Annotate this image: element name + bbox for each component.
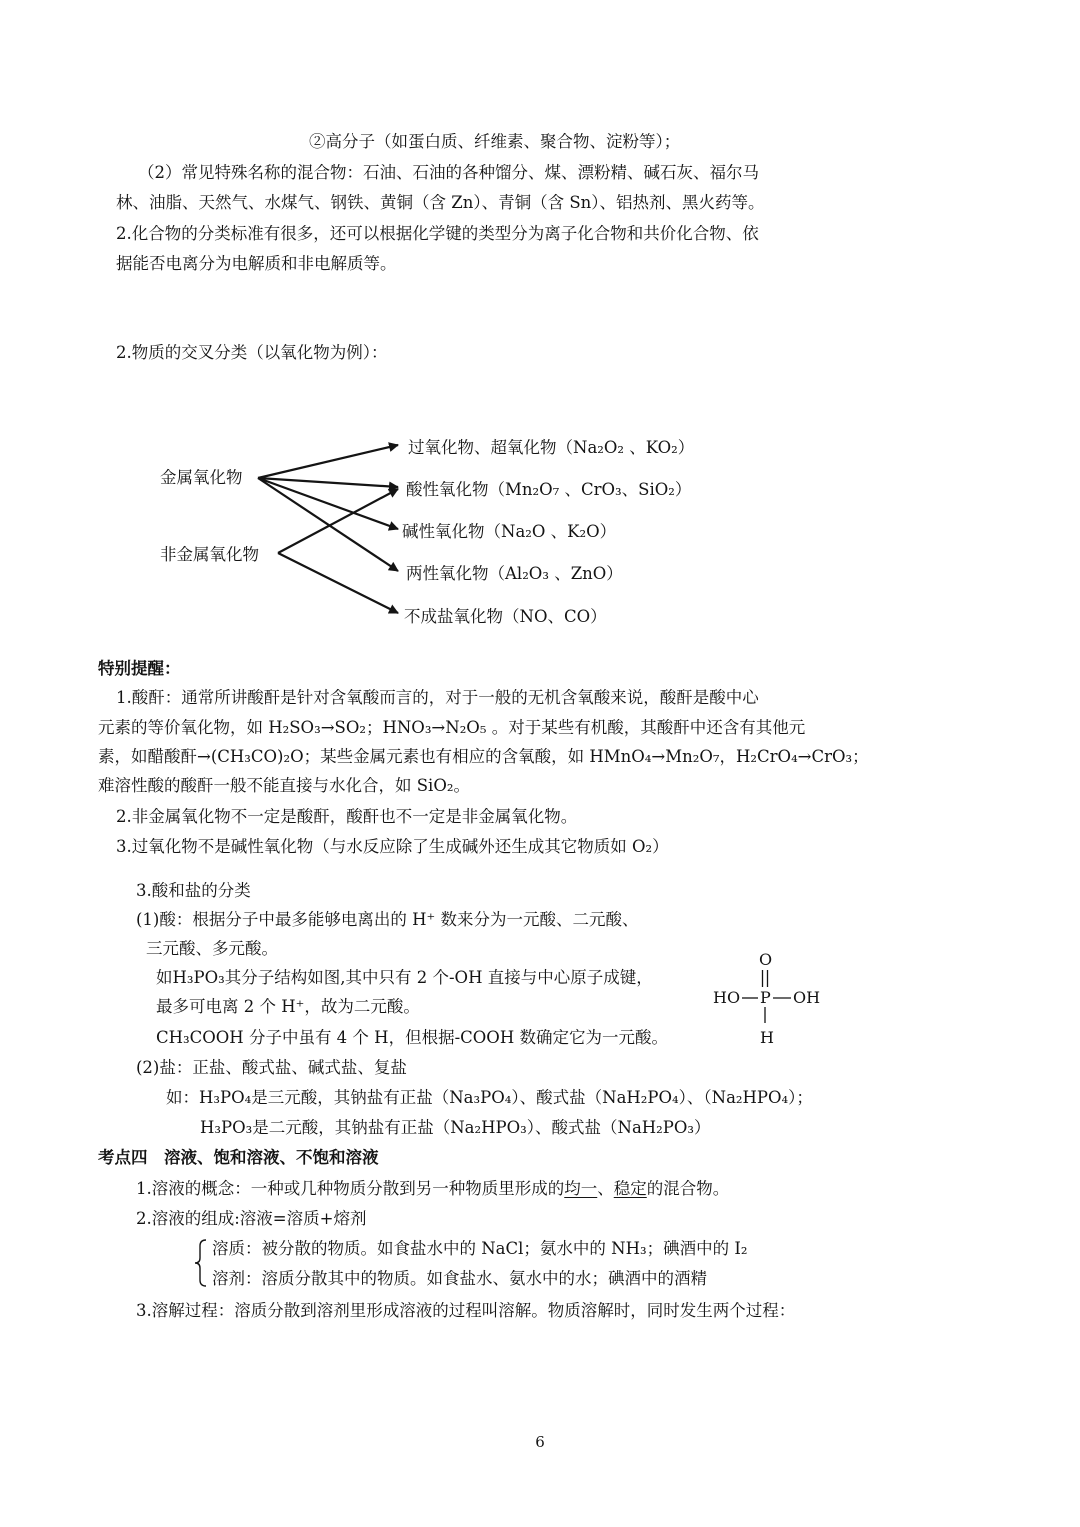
term-separator: 、 [597, 1179, 614, 1198]
cross-classification-title: 2.物质的交叉分类（以氧化物为例）： [116, 343, 388, 362]
page-number: 6 [535, 1433, 545, 1451]
acid-line-2: 三元酸、多元酸。 [146, 939, 278, 958]
reminder-p1-line1: 1.酸酐：通常所讲酸酐是针对含氧酸而言的，对于一般的无机含氧酸来说，酸酐是酸中心 [116, 688, 759, 707]
non-salt-oxide-label: 不成盐氧化物（NO、CO） [404, 607, 607, 626]
line-mixtures-2: 林、油脂、天然气、水煤气、钢铁、黄铜（含 Zn）、青铜（含 Sn）、铝热剂、黑火药等。 [116, 193, 765, 212]
hydrogen-atom: H [760, 1028, 774, 1047]
salt-line-1: (2)盐：正盐、酸式盐、碱式盐、复盐 [136, 1058, 407, 1077]
acid-line-1: (1)酸：根据分子中最多能够电离出的 H⁺ 数来分为一元酸、二元酸、 [136, 910, 639, 929]
salt-line-3: H₃PO₃是二元酸，其钠盐有正盐（Na₂HPO₃）、酸式盐（NaH₂PO₃） [200, 1118, 711, 1137]
arrow-nonmetal-to-nonsalt [278, 553, 398, 613]
metal-oxide-label: 金属氧化物 [160, 468, 243, 487]
peroxide-label: 过氧化物、超氧化物（Na₂O₂ 、KO₂） [408, 438, 695, 457]
brace-icon [192, 1238, 208, 1288]
acid-line-4: 最多可电离 2 个 H⁺，故为二元酸。 [156, 997, 420, 1016]
acid-line-3: 如H₃PO₃其分子结构如图,其中只有 2 个-OH 直接与中心原子成键， [156, 968, 653, 987]
arrow-metal-to-peroxide [258, 445, 398, 478]
arrow-metal-to-amphoteric [258, 478, 398, 571]
solution-composition: 2.溶液的组成:溶液=溶质+熔剂 [136, 1209, 367, 1228]
hydroxyl-left: HO [713, 988, 741, 1007]
basic-oxide-label: 碱性氧化物（Na₂O 、K₂O） [402, 522, 617, 541]
reminder-p2: 2.非金属氧化物不一定是酸酐，酸酐也不一定是非金属氧化物。 [116, 807, 578, 826]
dissolution-process: 3.溶解过程：溶质分散到溶剂里形成溶液的过程叫溶解。物质溶解时，同时发生两个过程： [136, 1301, 796, 1320]
amphoteric-oxide-label: 两性氧化物（Al₂O₃ 、ZnO） [406, 564, 623, 583]
stable-term: 稳定 [613, 1179, 647, 1198]
topic4-heading: 考点四 溶液、饱和溶液、不饱和溶液 [98, 1148, 379, 1167]
line-mixtures-1: （2）常见特殊名称的混合物：石油、石油的各种馏分、煤、漂粉精、碱石灰、福尔马 [138, 163, 759, 182]
acid-line-5: CH₃COOH 分子中虽有 4 个 H，但根据-COOH 数确定它为一元酸。 [156, 1028, 668, 1047]
line-compounds-2: 据能否电离分为电解质和非电解质等。 [116, 254, 397, 273]
solution-concept [136, 1178, 729, 1200]
oxygen-atom: O [759, 950, 773, 969]
h3po3-structure [705, 945, 835, 1055]
salt-line-2: 如：H₃PO₄是三元酸，其钠盐有正盐（Na₃PO₄）、酸式盐（NaH₂PO₄）、（Na₂HPO₄）； [166, 1088, 813, 1107]
oxide-classification-diagram [150, 425, 750, 640]
solute-definition: 溶质：被分散的物质。如食盐水中的 NaCl；氨水中的 NH₃；碘酒中的 I₂ [212, 1239, 748, 1258]
hydroxyl-right: OH [793, 988, 821, 1007]
solution-concept-end: 的混合物。 [646, 1179, 730, 1198]
reminder-p1-line2: 元素的等价氧化物，如 H₂SO₃→SO₂；HNO₃→N₂O₅ 。对于某些有机酸，其酸酐中还含有其他元 [98, 718, 806, 737]
reminder-p1-line3: 素，如醋酸酐→(CH₃CO)₂O；某些金属元素也有相应的含氧酸，如 HMnO₄→Mn₂O₇，H₂CrO₄→CrO₃； [98, 747, 869, 766]
line-compounds-1: 2.化合物的分类标准有很多，还可以根据化学键的类型分为离子化合物和共价化合物、依 [116, 224, 759, 243]
uniform-term: 均一 [564, 1179, 598, 1198]
nonmetal-oxide-label: 非金属氧化物 [160, 545, 259, 564]
line-polymer: ②高分子（如蛋白质、纤维素、聚合物、淀粉等）； [309, 132, 681, 151]
acid-salt-title: 3.酸和盐的分类 [136, 881, 251, 900]
reminder-p1-line4: 难溶性酸的酸酐一般不能直接与水化合，如 SiO₂。 [98, 776, 470, 795]
reminder-p3: 3.过氧化物不是碱性氧化物（与水反应除了生成碱外还生成其它物质如 O₂） [116, 837, 669, 856]
phosphorus-atom: P [760, 988, 771, 1007]
acidic-oxide-label: 酸性氧化物（Mn₂O₇ 、CrO₃、SiO₂） [406, 480, 692, 499]
solvent-definition: 溶剂：溶质分散其中的物质。如食盐水、氨水中的水；碘酒中的酒精 [212, 1269, 707, 1288]
arrow-nonmetal-to-acidic [278, 489, 398, 553]
reminder-heading: 特别提醒： [98, 659, 181, 678]
solution-concept-text: 1.溶液的概念：一种或几种物质分散到另一种物质里形成的 [136, 1179, 565, 1198]
